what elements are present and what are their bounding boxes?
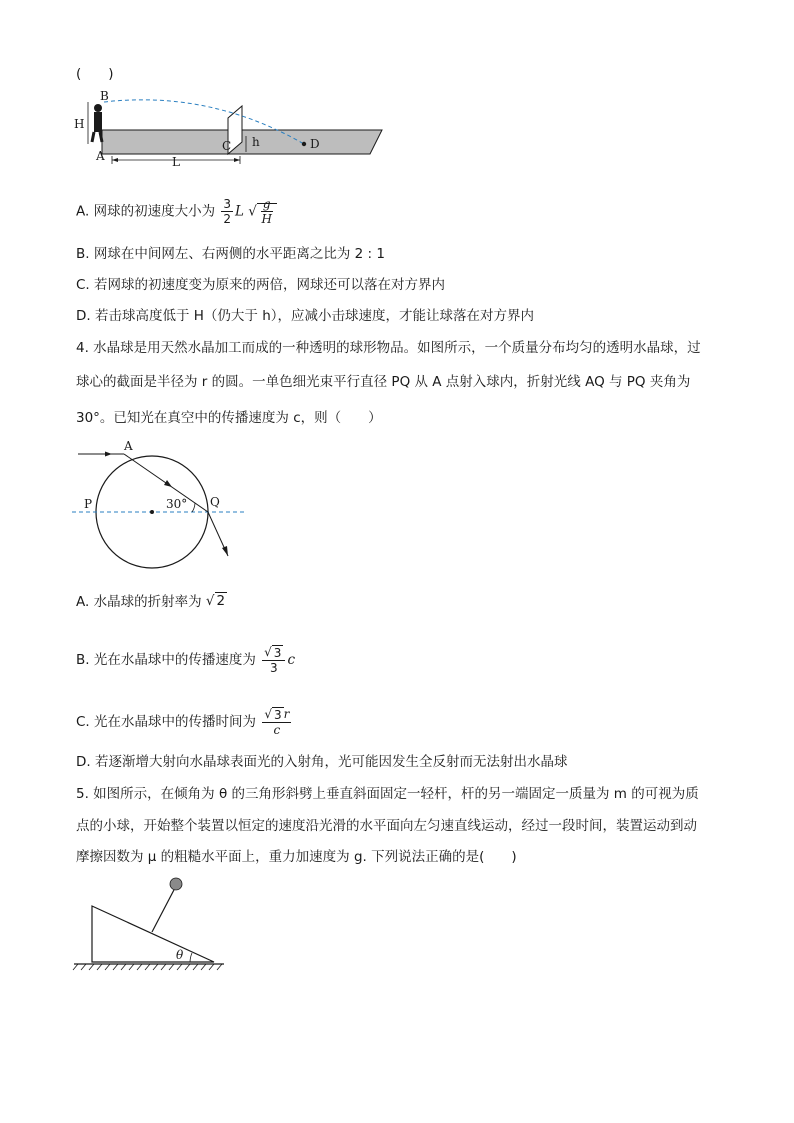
q4-option-a: A. 水晶球的折射率为 √ 2	[76, 593, 226, 610]
q3-option-a-sqrt: √ $\frac{g}{H}$	[248, 198, 276, 225]
theta-arc	[190, 953, 192, 962]
center-point	[150, 510, 154, 514]
q4-crystal-ball-figure	[72, 439, 252, 564]
q3-answer-bracket: ( )	[76, 66, 114, 82]
q4-option-d: D. 若逐渐增大射向水晶球表面光的入射角，光可能因发生全反射而无法射出水晶球	[76, 754, 568, 770]
q4-option-b-fraction: $\frac{√ 3}{3}$	[262, 646, 285, 674]
q3-option-b: B. 网球在中间网左、右两侧的水平距离之比为 2 : 1	[76, 246, 385, 262]
angle-arc	[192, 503, 195, 512]
label-H: H	[74, 117, 85, 131]
player-icon	[92, 104, 102, 142]
triangular-wedge	[92, 906, 214, 962]
label-B: B	[100, 89, 109, 103]
q5-wedge-figure	[72, 874, 232, 974]
q4-stem-line-1: 4. 水晶球是用天然水晶加工而成的一种透明的球形物品。如图所示，一个质量分布均匀的透明水晶球，过	[76, 340, 701, 356]
ground-hatching	[73, 964, 222, 970]
label-h: h	[252, 135, 260, 149]
q4-option-c-fraction: $\frac{√ 3 r}{c}$	[264, 707, 290, 737]
label-Q: Q	[210, 495, 220, 509]
q4-stem-line-3: 30°。已知光在真空中的传播速度为 c，则（ ）	[76, 410, 382, 426]
q5-stem-line-2: 点的小球，开始整个装置以恒定的速度沿光滑的水平面向左匀速直线运动，经过一段时间，装置运动到动	[76, 818, 697, 834]
q3-option-a	[76, 198, 277, 225]
q3-tennis-figure	[70, 89, 390, 172]
q3-option-a-text: A. 网球的初速度大小为	[76, 203, 216, 220]
label-A: A	[96, 149, 105, 163]
light-rod	[152, 886, 176, 932]
label-P: P	[84, 497, 93, 511]
ball-landing-point	[302, 142, 306, 146]
q5-stem-line-3: 摩擦因数为 μ 的粗糙水平面上，重力加速度为 g. 下列说法正确的是( )	[76, 849, 517, 865]
label-C: C	[222, 139, 232, 153]
q3-option-a-fraction: $\frac{3}{2}$	[223, 197, 232, 226]
q3-option-c: C. 若网球的初速度变为原来的两倍，网球还可以落在对方界内	[76, 277, 446, 293]
label-theta: θ	[176, 948, 184, 962]
q4-option-b: B. 光在水晶球中的传播速度为 $\frac{√ 3}{3}$ c	[76, 645, 295, 675]
q4-option-c: C. 光在水晶球中的传播时间为 $\frac{√ 3 r}{c}$	[76, 707, 290, 737]
q5-stem-line-1: 5. 如图所示，在倾角为 θ 的三角形斜劈上垂直斜面固定一轻杆，杆的另一端固定一质量为 m 的可视为质	[76, 786, 699, 802]
q3-option-d: D. 若击球高度低于 H（仍大于 h），应减小击球速度，才能让球落在对方界内	[76, 308, 535, 324]
label-A: A	[124, 439, 133, 453]
label-L: L	[172, 155, 180, 169]
label-30deg: 30°	[166, 497, 188, 511]
label-D: D	[310, 137, 320, 151]
q4-option-a-sqrt: √ 2	[205, 593, 226, 609]
q3-option-a-L: L	[235, 203, 244, 220]
q4-stem-line-2: 球心的截面是半径为 r 的圆。一单色细光束平行直径 PQ 从 A 点射入球内，折射光线 AQ 与 PQ 夹角为	[76, 374, 691, 390]
small-ball	[170, 878, 182, 890]
